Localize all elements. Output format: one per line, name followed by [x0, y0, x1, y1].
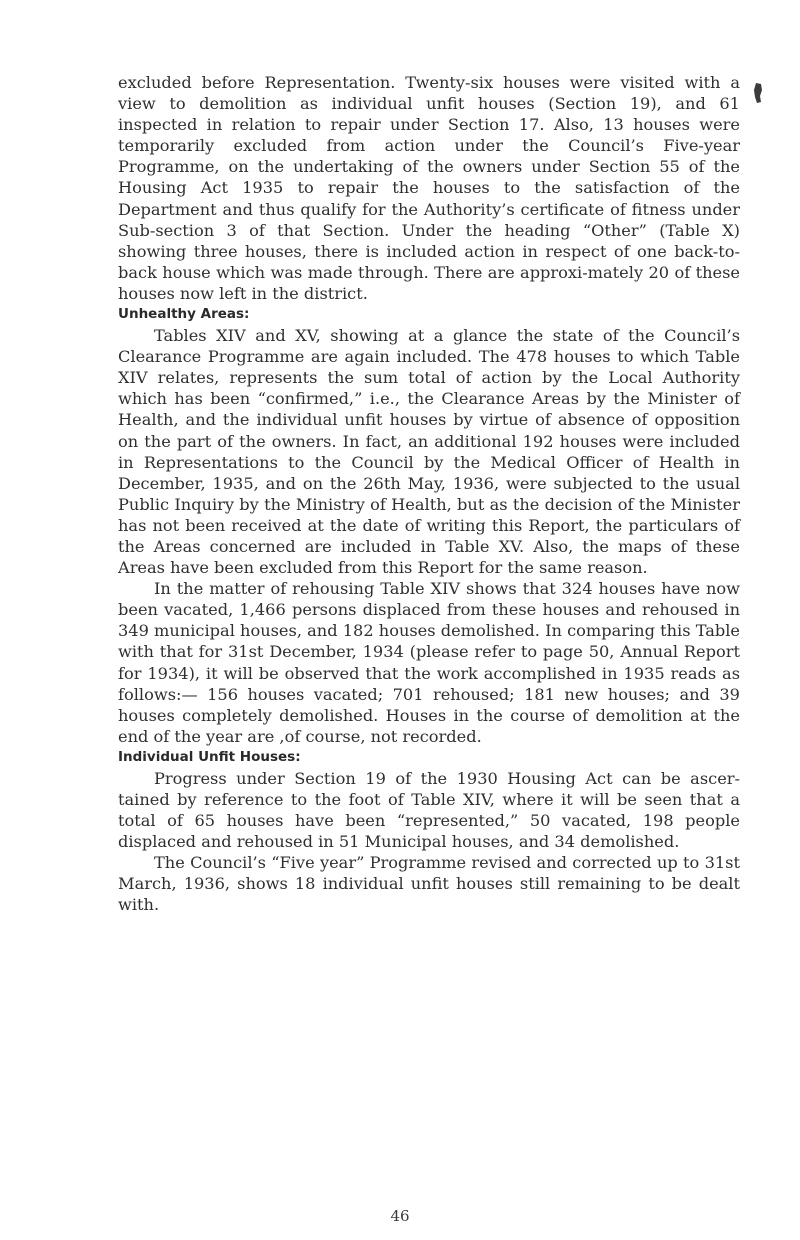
heading-individual-unfit-houses: Individual Unfit Houses:: [118, 748, 301, 765]
ink-blot-mark: [753, 82, 763, 104]
heading-unhealthy-areas: Unhealthy Areas:: [118, 306, 250, 323]
paragraph-five-year-programme: The Council’s “Five year” Programme revised and corrected up to 31st March, 1936, shows 18 individual unfit houses still remaining to be dealt with.: [118, 853, 740, 915]
document-body: [118, 72, 740, 916]
paragraph-representation: excluded before Representation. Twenty-six houses were visited with a view to demolition as individual unfit houses (Section 19), and 61 inspected in relation to repair under Section 17. Also, 13 houses were temporarily excluded from action under the Council’s Five-year Programme, on the undertaking of the owners under Section 55 of the Housing Act 1935 to repair the houses to the satisfaction of the Department and thus qualify for the Authority’s certificate of fitness under Sub-section 3 of that Section. Under the heading “Other” (Table X) showing three houses, there is included action in respect of one back-to-back house which was made through. There are approxi-mately 20 of these houses now left in the district.: [118, 73, 740, 303]
paragraph-clearance-programme: Tables XIV and XV, showing at a glance the state of the Council’s Clearance Programme are again included. The 478 houses to which Table XIV relates, represents the sum total of action by the Local Authority which has been “confirmed,” i.e., the Clearance Areas by the Minister of Health, and the individual unfit houses by virtue of absence of opposition on the part of the owners. In fact, an additional 192 houses were included in Representations to the Council by the Medical Officer of Health in December, 1935, and on the 26th May, 1936, were subjected to the usual Public Inquiry by the Ministry of Health, but as the decision of the Minister has not been received at the date of writing this Report, the particulars of the Areas concerned are included in Table XV. Also, the maps of these Areas have been excluded from this Report for the same reason.: [118, 326, 740, 578]
paragraph-rehousing: In the matter of rehousing Table XIV shows that 324 houses have now been vacated, 1,466 persons displaced from these houses and rehoused in 349 municipal houses, and 182 houses demolished. In comparing this Table with that for 31st December, 1934 (please refer to page 50, Annual Report for 1934), it will be observed that the work accomplished in 1935 reads as follows:— 156 houses vacated; 701 rehoused; 181 new houses; and 39 houses completely demolished. Houses in the course of demolition at the end of the year are ,of course, not recorded.: [118, 579, 740, 746]
page-number: 46: [390, 1207, 410, 1225]
paragraph-section-19-progress: Progress under Section 19 of the 1930 Housing Act can be ascer-tained by reference to the foot of Table XIV, where it will be seen that a total of 65 houses have been “represented,” 50 vacated, 198 people displaced and rehoused in 51 Municipal houses, and 34 demolished.: [118, 768, 740, 852]
